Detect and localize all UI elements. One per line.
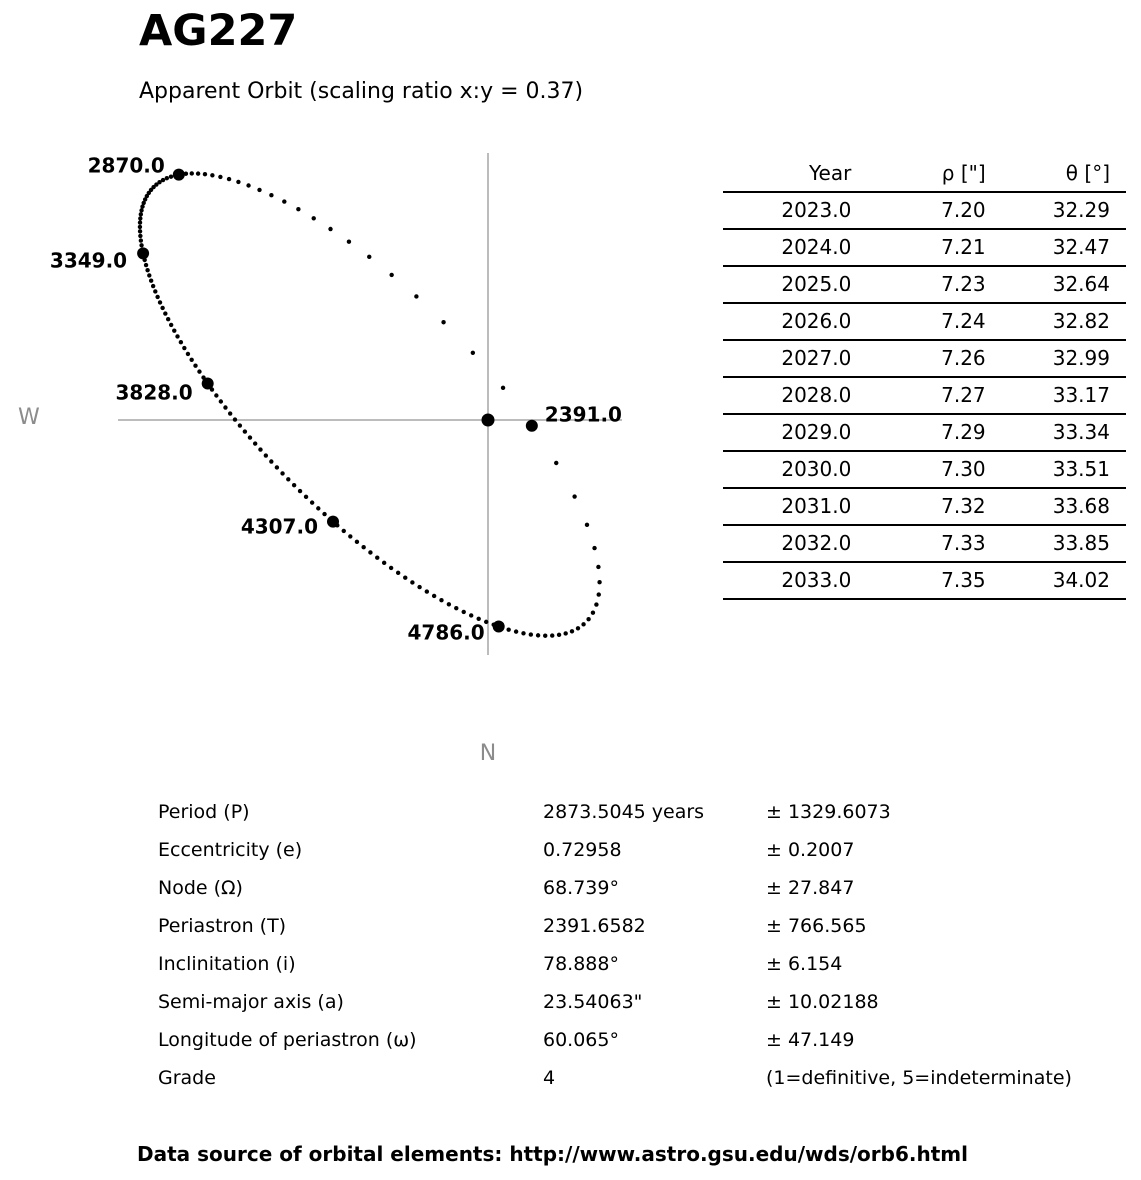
orbit-trail-dot bbox=[367, 255, 371, 259]
orbit-trail-dot bbox=[576, 626, 580, 630]
north-axis-label: N bbox=[479, 741, 497, 766]
orbit-trail-dot bbox=[223, 405, 227, 409]
epoch-label: 2870.0 bbox=[87, 153, 165, 178]
epoch-dot bbox=[137, 247, 149, 259]
orbit-trail-dot bbox=[432, 594, 436, 598]
orbit-trail-dot bbox=[316, 506, 320, 510]
orbit-trail-dot bbox=[550, 633, 554, 637]
table-cell: 33.85 bbox=[992, 525, 1126, 562]
orbital-element-error: ± 10.02188 bbox=[766, 991, 879, 1013]
orbital-element-value: 23.54063" bbox=[543, 991, 643, 1013]
table-row bbox=[723, 525, 1126, 562]
orbital-element-value: 2873.5045 years bbox=[543, 801, 705, 823]
orbital-element-row bbox=[158, 793, 1072, 831]
orbit-trail-dot bbox=[169, 323, 173, 327]
chart-subtitle: Apparent Orbit (scaling ratio x:y = 0.37) bbox=[139, 79, 584, 104]
orbit-trail-dot bbox=[348, 534, 352, 538]
orbit-trail-dot bbox=[264, 453, 268, 457]
table-cell: 7.20 bbox=[857, 192, 991, 229]
orbit-trail-dot bbox=[269, 459, 273, 463]
orbit-trail-dot bbox=[572, 494, 576, 498]
ephemeris-header-row bbox=[723, 156, 1126, 192]
orbit-trail-dot bbox=[203, 172, 207, 176]
orbit-trail-dot bbox=[410, 580, 414, 584]
orbit-trail-dot bbox=[175, 334, 179, 338]
orbital-element-row bbox=[158, 983, 1072, 1021]
table-cell: 2025.0 bbox=[723, 266, 857, 303]
orbit-trail-dot bbox=[139, 238, 143, 242]
orbit-trail-dot bbox=[158, 300, 162, 304]
orbit-trail-dot bbox=[280, 471, 284, 475]
orbit-trail-dot bbox=[163, 311, 167, 315]
table-cell: 7.27 bbox=[857, 377, 991, 414]
orbit-trail-dot bbox=[233, 417, 237, 421]
orbit-trail-dot bbox=[145, 268, 149, 272]
orbit-trail-dot bbox=[304, 495, 308, 499]
orbit-trail-dot bbox=[138, 234, 142, 238]
orbit-trail-dot bbox=[462, 610, 466, 614]
orbit-trail-dot bbox=[596, 565, 600, 569]
epoch-label: 4786.0 bbox=[407, 620, 485, 645]
orbit-trail-dot bbox=[382, 561, 386, 565]
orbital-element-error: (1=definitive, 5=indeterminate) bbox=[766, 1067, 1072, 1089]
orbital-element-row bbox=[158, 907, 1072, 945]
orbit-trail-dot bbox=[322, 512, 326, 516]
table-row bbox=[723, 488, 1126, 525]
epoch-dot bbox=[202, 378, 214, 390]
orbit-trail-dot bbox=[471, 351, 475, 355]
table-cell: 32.64 bbox=[992, 266, 1126, 303]
orbit-trail-dot bbox=[469, 613, 473, 617]
table-cell: 32.99 bbox=[992, 340, 1126, 377]
table-cell: 2027.0 bbox=[723, 340, 857, 377]
orbit-trail-dot bbox=[597, 592, 601, 596]
orbit-trail-dot bbox=[361, 545, 365, 549]
orbit-trail-dot bbox=[328, 227, 332, 231]
ephemeris-column-header: θ [°] bbox=[992, 156, 1126, 192]
table-row bbox=[723, 303, 1126, 340]
orbital-element-label: Eccentricity (e) bbox=[158, 839, 303, 861]
table-cell: 7.32 bbox=[857, 488, 991, 525]
table-cell: 7.24 bbox=[857, 303, 991, 340]
orbit-trail-dot bbox=[228, 411, 232, 415]
orbit-trail-dot bbox=[286, 477, 290, 481]
table-row bbox=[723, 414, 1126, 451]
orbit-trail-dot bbox=[389, 566, 393, 570]
orbit-trail-dot bbox=[138, 216, 142, 220]
orbit-trail-dot bbox=[269, 193, 273, 197]
table-cell: 32.29 bbox=[992, 192, 1126, 229]
data-source-footer: Data source of orbital elements: http://www.astro.gsu.edu/wds/orb6.html bbox=[137, 1142, 968, 1166]
table-row bbox=[723, 229, 1126, 266]
orbit-trail-dot bbox=[506, 627, 510, 631]
table-cell: 7.29 bbox=[857, 414, 991, 451]
orbit-trail-dot bbox=[454, 606, 458, 610]
orbit-trail-dot bbox=[521, 631, 525, 635]
orbital-element-label: Grade bbox=[158, 1067, 216, 1089]
orbital-element-label: Periastron (T) bbox=[158, 915, 287, 937]
orbit-trail-dot bbox=[570, 629, 574, 633]
orbital-element-value: 0.72958 bbox=[543, 839, 622, 861]
orbit-trail-dot bbox=[138, 220, 142, 224]
orbit-trail-dot bbox=[182, 346, 186, 350]
orbital-element-error: ± 47.149 bbox=[766, 1029, 855, 1051]
orbit-trail-dot bbox=[389, 273, 393, 277]
orbital-element-label: Period (P) bbox=[158, 801, 250, 823]
table-cell: 2033.0 bbox=[723, 562, 857, 599]
orbit-trail-dot bbox=[536, 633, 540, 637]
table-row bbox=[723, 451, 1126, 488]
orbit-trail-dot bbox=[296, 207, 300, 211]
orbit-plot bbox=[0, 130, 680, 790]
orbit-trail-dot bbox=[501, 386, 505, 390]
orbit-trail-dot bbox=[282, 199, 286, 203]
table-cell: 2030.0 bbox=[723, 451, 857, 488]
orbit-trail-dot bbox=[597, 580, 601, 584]
orbital-element-row bbox=[158, 1021, 1072, 1059]
table-row bbox=[723, 192, 1126, 229]
orbit-trail-dot bbox=[160, 306, 164, 310]
orbit-trail-dot bbox=[186, 352, 190, 356]
orbit-trail-dot bbox=[253, 441, 257, 445]
orbit-trail-dot bbox=[581, 622, 585, 626]
orbit-trail-dot bbox=[166, 317, 170, 321]
orbital-element-error: ± 6.154 bbox=[766, 953, 843, 975]
orbit-trail-dot bbox=[543, 634, 547, 638]
orbit-trail-dot bbox=[591, 611, 595, 615]
orbital-element-value: 78.888° bbox=[543, 953, 619, 975]
orbit-trail-dot bbox=[248, 435, 252, 439]
orbit-trail-dot bbox=[594, 602, 598, 606]
table-row bbox=[723, 377, 1126, 414]
orbit-trail-dot bbox=[210, 173, 214, 177]
orbit-trail-dot bbox=[585, 523, 589, 527]
orbit-trail-dot bbox=[219, 399, 223, 403]
orbital-element-label: Inclinitation (i) bbox=[158, 953, 296, 975]
orbit-trail-dot bbox=[155, 295, 159, 299]
orbital-element-row bbox=[158, 1059, 1072, 1097]
table-cell: 33.51 bbox=[992, 451, 1126, 488]
table-cell: 7.35 bbox=[857, 562, 991, 599]
orbit-trail-dot bbox=[557, 633, 561, 637]
orbital-element-value: 68.739° bbox=[543, 877, 619, 899]
orbit-trail-dot bbox=[312, 216, 316, 220]
table-row bbox=[723, 562, 1126, 599]
table-row bbox=[723, 340, 1126, 377]
table-cell: 2024.0 bbox=[723, 229, 857, 266]
orbit-trail-dot bbox=[139, 212, 143, 216]
table-cell: 2028.0 bbox=[723, 377, 857, 414]
orbit-trail-dot bbox=[144, 263, 148, 267]
primary-star-dot bbox=[482, 414, 495, 427]
orbit-trail-dot bbox=[139, 243, 143, 247]
epoch-label: 3349.0 bbox=[49, 248, 128, 273]
orbit-trail-dot bbox=[138, 229, 142, 233]
table-cell: 7.30 bbox=[857, 451, 991, 488]
orbit-trail-dot bbox=[275, 465, 279, 469]
orbital-element-error: ± 766.565 bbox=[766, 915, 867, 937]
table-cell: 33.17 bbox=[992, 377, 1126, 414]
orbit-trail-dot bbox=[147, 273, 151, 277]
page-title: AG227 bbox=[139, 6, 298, 56]
orbital-element-error: ± 1329.6073 bbox=[766, 801, 891, 823]
orbit-trail-dot bbox=[368, 550, 372, 554]
orbit-trail-dot bbox=[298, 489, 302, 493]
epoch-label: 3828.0 bbox=[115, 380, 193, 405]
orbit-trail-dot bbox=[236, 180, 240, 184]
west-axis-label: W bbox=[18, 405, 40, 430]
epoch-label: 4307.0 bbox=[240, 514, 318, 539]
orbit-trail-dot bbox=[153, 289, 157, 293]
orbit-trail-dot bbox=[238, 423, 242, 427]
orbit-trail-dot bbox=[258, 447, 262, 451]
orbit-trail-dot bbox=[292, 483, 296, 487]
orbit-trail-dot bbox=[165, 176, 169, 180]
orbit-trail-dot bbox=[243, 429, 247, 433]
orbit-trail-dot bbox=[190, 171, 194, 175]
table-cell: 32.47 bbox=[992, 229, 1126, 266]
orbit-trail-dot bbox=[172, 328, 176, 332]
orbital-element-value: 2391.6582 bbox=[543, 915, 646, 937]
orbit-trail-dot bbox=[529, 632, 533, 636]
orbit-trail-dot bbox=[355, 540, 359, 544]
epoch-dot bbox=[493, 621, 505, 633]
orbit-trail-dot bbox=[414, 294, 418, 298]
orbit-trail-dot bbox=[189, 358, 193, 362]
orbit-trail-dot bbox=[441, 320, 445, 324]
orbital-element-label: Node (Ω) bbox=[158, 877, 243, 899]
orbit-trail-dot bbox=[218, 175, 222, 179]
orbit-trail-dot bbox=[169, 174, 173, 178]
orbit-trail-dot bbox=[342, 529, 346, 533]
orbit-trail-dot bbox=[403, 576, 407, 580]
orbit-trail-dot bbox=[151, 284, 155, 288]
orbit-trail-dot bbox=[149, 279, 153, 283]
orbital-element-value: 60.065° bbox=[543, 1029, 619, 1051]
orbital-element-row bbox=[158, 831, 1072, 869]
ephemeris-rows bbox=[723, 192, 1126, 599]
orbital-element-value: 4 bbox=[543, 1067, 556, 1089]
ephemeris-column-header: ρ ["] bbox=[857, 156, 991, 192]
orbital-element-row bbox=[158, 945, 1072, 983]
orbit-trail-dot bbox=[139, 208, 143, 212]
epoch-label: 2391.0 bbox=[544, 402, 622, 427]
orbit-trail-dot bbox=[196, 171, 200, 175]
orbit-trail-dot bbox=[417, 585, 421, 589]
orbit-trail-dot bbox=[138, 225, 142, 229]
table-cell: 34.02 bbox=[992, 562, 1126, 599]
orbit-trail-dot bbox=[396, 571, 400, 575]
orbit-trail-dot bbox=[592, 546, 596, 550]
orbit-trail-dot bbox=[514, 629, 518, 633]
table-cell: 2023.0 bbox=[723, 192, 857, 229]
table-cell: 2031.0 bbox=[723, 488, 857, 525]
orbit-trail-dot bbox=[197, 369, 201, 373]
epoch-dot bbox=[173, 169, 185, 181]
orbital-element-error: ± 27.847 bbox=[766, 877, 855, 899]
table-cell: 7.33 bbox=[857, 525, 991, 562]
orbit-trail-dot bbox=[246, 183, 250, 187]
ephemeris-table bbox=[723, 156, 1126, 600]
orbit-trail-dot bbox=[439, 598, 443, 602]
orbital-element-row bbox=[158, 869, 1072, 907]
table-cell: 2026.0 bbox=[723, 303, 857, 340]
orbit-trail-dot bbox=[310, 500, 314, 504]
orbit-trail-dot bbox=[214, 393, 218, 397]
table-cell: 2029.0 bbox=[723, 414, 857, 451]
table-cell: 33.68 bbox=[992, 488, 1126, 525]
table-cell: 7.21 bbox=[857, 229, 991, 266]
orbital-element-label: Semi-major axis (a) bbox=[158, 991, 344, 1013]
table-cell: 7.26 bbox=[857, 340, 991, 377]
table-row bbox=[723, 266, 1126, 303]
table-cell: 2032.0 bbox=[723, 525, 857, 562]
orbital-element-error: ± 0.2007 bbox=[766, 839, 855, 861]
orbital-elements-list bbox=[158, 793, 1072, 1097]
orbital-element-label: Longitude of periastron (ω) bbox=[158, 1029, 417, 1051]
orbit-trail-dot bbox=[447, 602, 451, 606]
table-cell: 7.23 bbox=[857, 266, 991, 303]
epoch-dot bbox=[327, 516, 339, 528]
orbit-trail-dot bbox=[563, 631, 567, 635]
orbit-trail-dot bbox=[586, 617, 590, 621]
ephemeris-column-header: Year bbox=[723, 156, 857, 192]
orbit-trail-dot bbox=[179, 340, 183, 344]
orbit-trail-dot bbox=[375, 556, 379, 560]
orbit-trail-dot bbox=[347, 240, 351, 244]
table-cell: 33.34 bbox=[992, 414, 1126, 451]
epoch-dot bbox=[526, 420, 538, 432]
orbit-trail-dot bbox=[554, 461, 558, 465]
orbit-trail-dot bbox=[257, 188, 261, 192]
orbit-trail-dot bbox=[140, 204, 144, 208]
orbit-trail-dot bbox=[193, 363, 197, 367]
table-cell: 32.82 bbox=[992, 303, 1126, 340]
orbit-trail-dot bbox=[425, 589, 429, 593]
orbit-trail-dot bbox=[227, 177, 231, 181]
